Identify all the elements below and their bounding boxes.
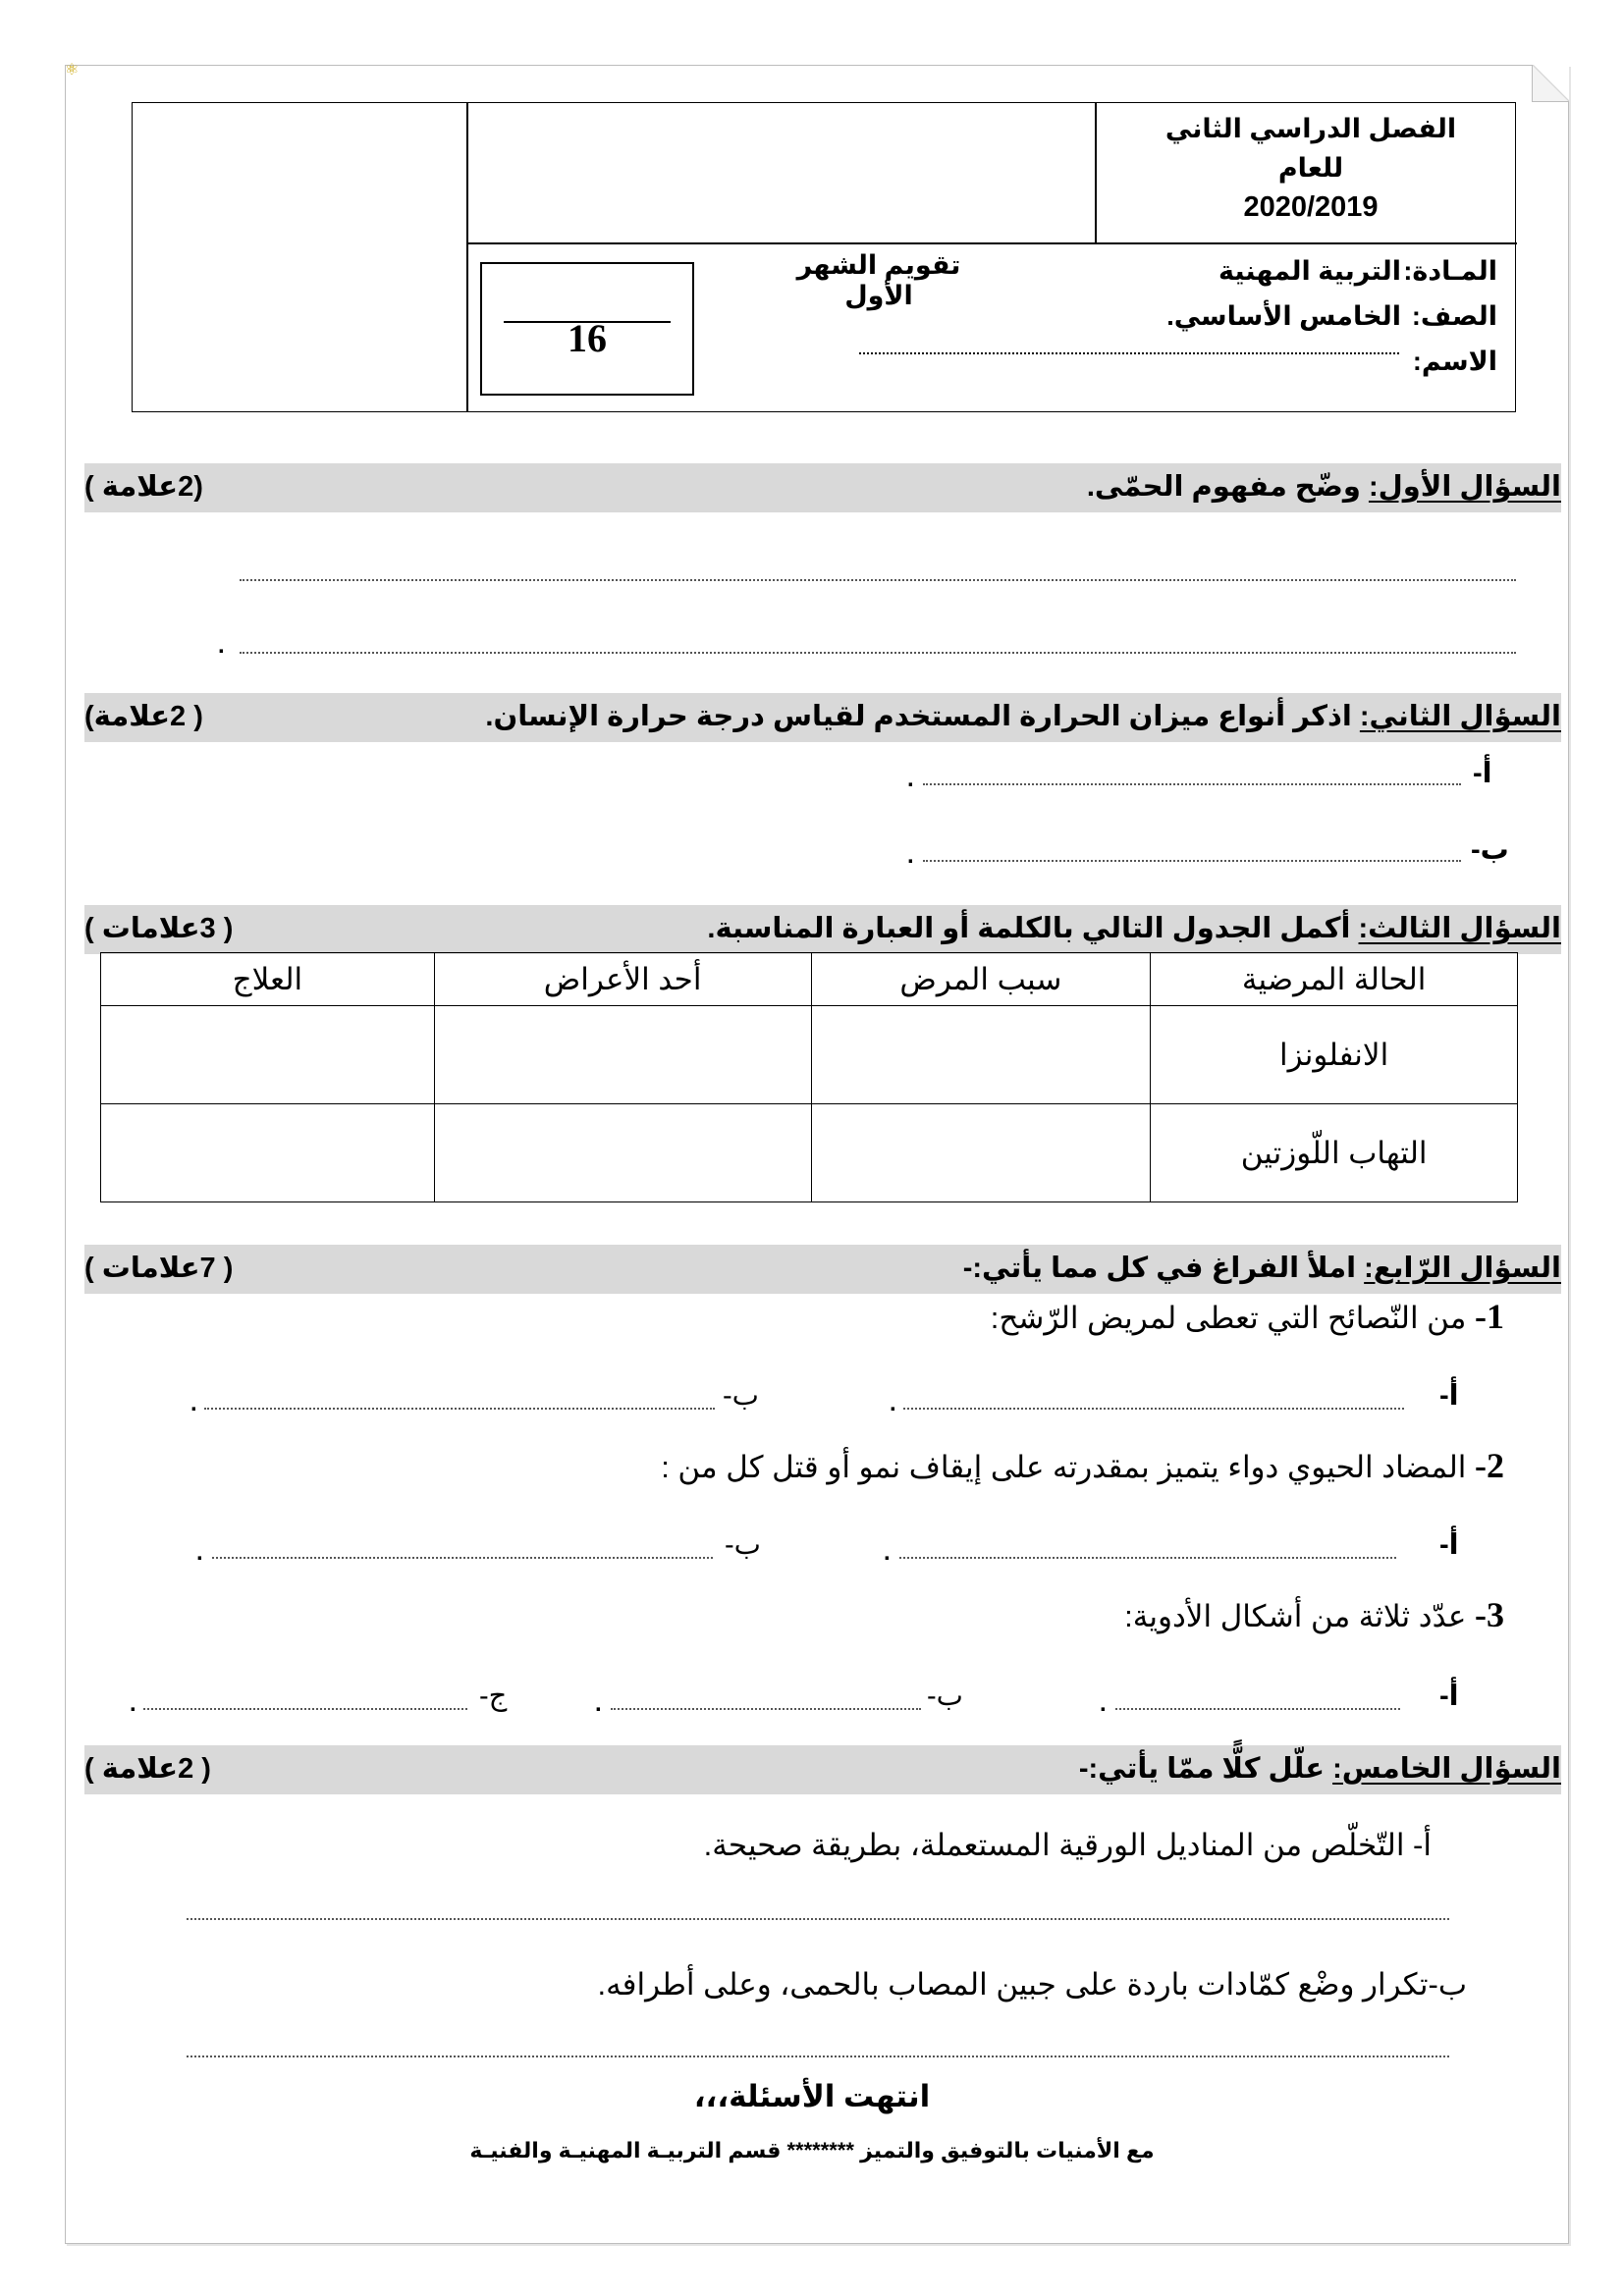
- question-marks: ( 3علامات ): [84, 913, 234, 944]
- sub-text: المضاد الحيوي دواء يتميز بمقدرته على إيقاف نمو أو قتل كل من :: [661, 1450, 1467, 1484]
- footer-wishes: مع الأمنيات بالتوفيق والتميز ******** قسم التربيـة المهنيـة والفنيـة: [469, 2138, 1155, 2163]
- sub-number: 2-: [1475, 1446, 1504, 1485]
- answer-line[interactable]: [240, 579, 1516, 581]
- question-number: السؤال الرّابع:: [1364, 1253, 1561, 1284]
- table-header: أحد الأعراض: [434, 953, 811, 1006]
- question-5-bar: [84, 1745, 1561, 1794]
- sub-text: عدّد ثلاثة من أشكال الأدوية:: [1124, 1599, 1467, 1633]
- answer-line[interactable]: [240, 652, 1516, 654]
- sub-number: 1-: [1475, 1297, 1504, 1336]
- answer-line[interactable]: [923, 860, 1461, 862]
- subject-label: المـادة:: [1403, 256, 1497, 286]
- student-info: [1166, 248, 1497, 384]
- option-a-label: أ-: [1473, 758, 1492, 789]
- period-mark: .: [196, 1539, 203, 1566]
- table-cell-answer[interactable]: [434, 1006, 811, 1104]
- question-marks: ( 2علامة): [84, 701, 203, 732]
- table-header: الحالة المرضية: [1151, 953, 1518, 1006]
- question-1-title: [1087, 469, 1561, 504]
- option-b-label: ب-: [723, 1380, 759, 1412]
- period-mark: .: [130, 1690, 136, 1717]
- question-3-bar: [84, 905, 1561, 954]
- option-c-label: ج-: [479, 1681, 508, 1712]
- table-cell-answer[interactable]: [101, 1104, 435, 1202]
- table-cell-answer[interactable]: [434, 1104, 811, 1202]
- question-number: السؤال الثالث:: [1358, 913, 1561, 944]
- header-divider: [1095, 103, 1097, 243]
- name-label: الاسم:: [1412, 347, 1497, 376]
- table-cell-answer[interactable]: [101, 1006, 435, 1104]
- answer-line[interactable]: [143, 1708, 467, 1710]
- sub-question-3: [1124, 1594, 1504, 1635]
- disease-table: [100, 952, 1518, 1202]
- subject-row: [1166, 248, 1497, 294]
- question-marks: ( 7علامات ): [84, 1253, 234, 1284]
- term-line: الفصل الدراسي الثاني: [1164, 114, 1457, 143]
- table-cell-answer[interactable]: [811, 1104, 1151, 1202]
- answer-line[interactable]: [1115, 1708, 1400, 1710]
- table-header-row: [101, 953, 1518, 1006]
- class-label: الصف:: [1411, 301, 1497, 331]
- question-3-title: [707, 911, 1561, 945]
- question-2-title: [485, 699, 1561, 733]
- subject-value: التربية المهنية: [1218, 256, 1401, 286]
- class-row: [1166, 294, 1497, 339]
- answer-line[interactable]: [212, 1557, 713, 1559]
- period-mark: .: [884, 1539, 891, 1566]
- header-divider: [466, 242, 1517, 244]
- question-text: أكمل الجدول التالي بالكلمة أو العبارة المناسبة.: [707, 913, 1351, 944]
- question-5-title: [1079, 1751, 1561, 1786]
- question-number: السؤال الثاني:: [1359, 701, 1561, 732]
- end-of-questions: انتهت الأسئلة،،،: [693, 2079, 931, 2113]
- term-year: 2020/2019: [1243, 191, 1379, 223]
- term-info: [1105, 109, 1517, 227]
- name-field[interactable]: [859, 335, 1399, 354]
- answer-line[interactable]: [903, 1408, 1404, 1410]
- reason-item-b: ب-تكرار وضْع كمّادات باردة على جبين المصاب بالحمى، وعلى أطرافه.: [597, 1967, 1467, 2002]
- grade-box: [480, 262, 694, 396]
- option-b-label: ب-: [725, 1529, 761, 1561]
- answer-line[interactable]: [899, 1557, 1396, 1559]
- pushpin-icon: ⚛: [65, 62, 80, 79]
- table-row: [101, 1104, 1518, 1202]
- question-number: السؤال الخامس:: [1332, 1753, 1561, 1785]
- question-1-bar: [84, 463, 1561, 512]
- period-mark: .: [907, 766, 914, 792]
- table-cell-condition: التهاب اللّوزتين: [1151, 1104, 1518, 1202]
- period-mark: .: [890, 1390, 896, 1416]
- period-mark: .: [190, 1390, 197, 1416]
- question-text: املأ الفراغ في كل مما يأتي:-: [962, 1253, 1357, 1284]
- question-text: وضّح مفهوم الحمّى.: [1086, 471, 1361, 503]
- term-line: للعام: [1277, 153, 1344, 183]
- table-header: سبب المرض: [811, 953, 1151, 1006]
- answer-line[interactable]: [923, 783, 1461, 785]
- header-divider: [466, 103, 468, 411]
- sub-question-1: [991, 1296, 1504, 1337]
- question-4-title: [963, 1251, 1561, 1285]
- class-value: الخامس الأساسي.: [1166, 301, 1401, 331]
- table-header: العلاج: [101, 953, 435, 1006]
- exam-header: [132, 102, 1516, 412]
- question-marks: (2علامة ): [84, 471, 203, 503]
- option-a-label: أ-: [1439, 1681, 1459, 1712]
- table-row: [101, 1006, 1518, 1104]
- option-a-label: أ-: [1439, 1529, 1459, 1561]
- period-mark: .: [907, 842, 914, 869]
- period-mark: .: [595, 1690, 602, 1717]
- option-b-label: ب-: [927, 1681, 963, 1712]
- question-4-bar: [84, 1245, 1561, 1294]
- evaluation-title: تقويم الشهر الأول: [796, 250, 961, 310]
- question-number: السؤال الأول:: [1368, 471, 1561, 503]
- question-text: اذكر أنواع ميزان الحرارة المستخدم لقياس درجة حرارة الإنسان.: [485, 701, 1352, 732]
- table-cell-answer[interactable]: [811, 1006, 1151, 1104]
- table-cell-condition: الانفلونزا: [1151, 1006, 1518, 1104]
- period-mark: .: [218, 632, 225, 659]
- option-a-label: أ-: [1439, 1380, 1459, 1412]
- answer-line[interactable]: [611, 1708, 921, 1710]
- sub-text: من النّصائح التي تعطى لمريض الرّشح:: [990, 1301, 1467, 1335]
- reason-item-a: أ- التّخلّص من المناديل الورقية المستعملة، بطريقة صحيحة.: [703, 1828, 1432, 1862]
- answer-line[interactable]: [204, 1408, 715, 1410]
- question-text: علّل كلًّا ممّا يأتي:-: [1078, 1753, 1326, 1785]
- page-fold-corner: [1532, 65, 1569, 102]
- answer-line[interactable]: [187, 1918, 1449, 1920]
- sub-question-2: [661, 1445, 1504, 1486]
- period-mark: .: [1100, 1690, 1107, 1717]
- sub-number: 3-: [1475, 1595, 1504, 1634]
- total-marks: 16: [568, 316, 607, 360]
- question-marks: ( 2علامة ): [84, 1753, 211, 1785]
- question-2-bar: [84, 693, 1561, 742]
- answer-line[interactable]: [187, 2056, 1449, 2057]
- option-b-label: ب-: [1471, 834, 1509, 866]
